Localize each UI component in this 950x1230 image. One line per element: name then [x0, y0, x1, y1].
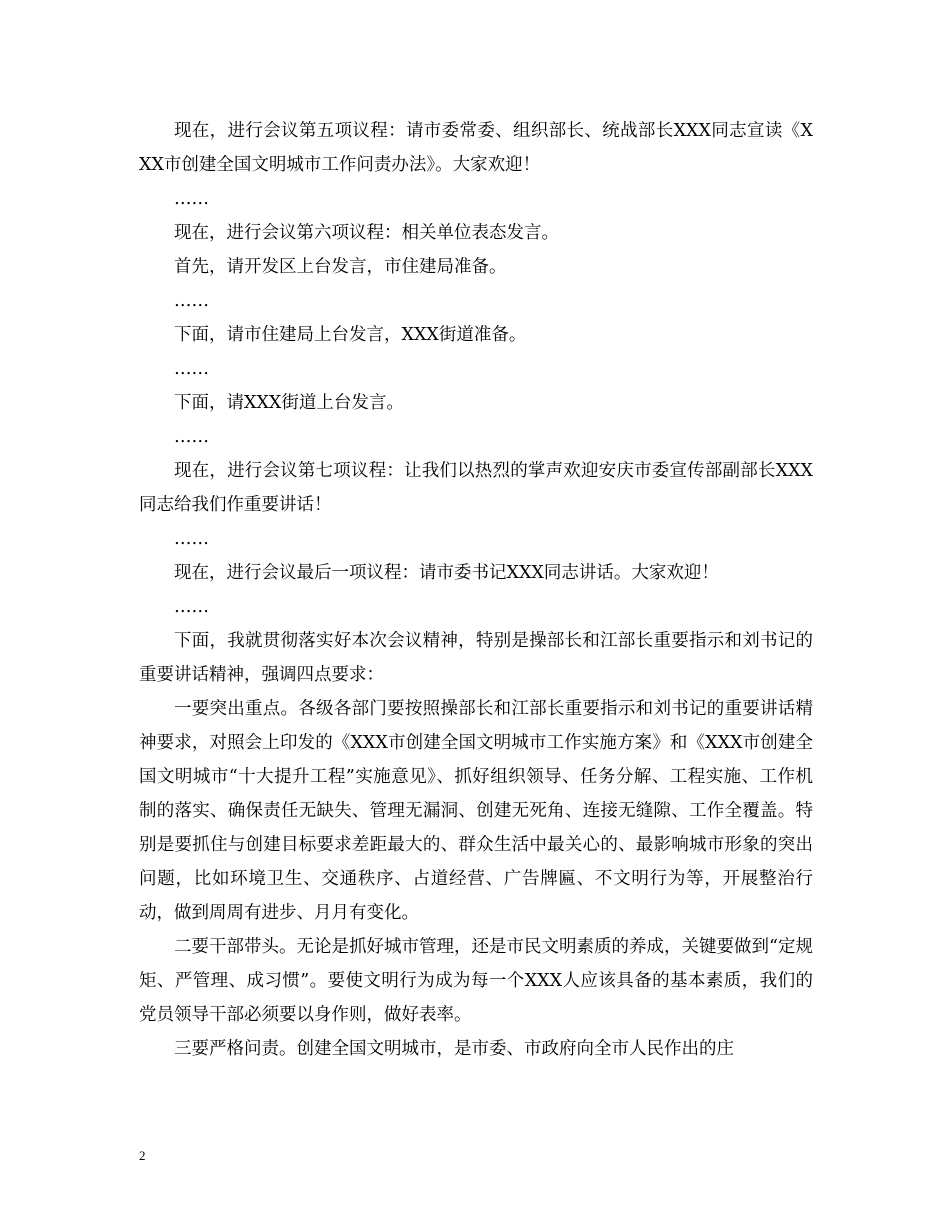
- paragraph-final-agenda: 现在，进行会议最后一项议程：请市委书记XXX同志讲话。大家欢迎！: [174, 563, 719, 583]
- paragraph-requirement-2: 二要干部带头。无论是抓好城市管理，还是市民文明素质的养成，关键要做到“定规矩、严管理、成习惯”。要使文明行为成为每一个XXX人应该具备的基本素质，我们的党员领导干部必须要以身作则，做好表率。: [139, 937, 813, 1025]
- paragraph-first-speaker: 首先，请开发区上台发言，市住建局准备。: [174, 257, 507, 277]
- paragraph-agenda-7: 现在，进行会议第七项议程：让我们以热烈的掌声欢迎安庆市委宣传部副部长XXX同志给我们作重要讲话！: [139, 461, 813, 515]
- ellipsis-line: ……: [174, 291, 209, 311]
- ellipsis-line: ……: [174, 189, 209, 209]
- ellipsis-line: ……: [174, 529, 209, 549]
- ellipsis-line: ……: [174, 597, 209, 617]
- ellipsis-line: ……: [174, 427, 209, 447]
- paragraph-four-requirements: 下面，我就贯彻落实好本次会议精神，特别是操部长和江部长重要指示和刘书记的重要讲话精神，强调四点要求：: [139, 631, 813, 685]
- paragraph-agenda-6: 现在，进行会议第六项议程：相关单位表态发言。: [174, 223, 559, 243]
- paragraph-second-speaker: 下面，请市住建局上台发言，XXX街道准备。: [174, 325, 527, 345]
- paragraph-agenda-5: 现在，进行会议第五项议程：请市委常委、组织部长、统战部长XXX同志宣读《XXX市创建全国文明城市工作问责办法》。大家欢迎！: [139, 121, 813, 175]
- paragraph-requirement-1: 一要突出重点。各级各部门要按照操部长和江部长重要指示和刘书记的重要讲话精神要求，对照会上印发的《XXX市创建全国文明城市工作实施方案》和《XXX市创建全国文明城市“十大提升工程”实施意见》、抓好组织领导、任务分解、工程实施、工作机制的落实、确保责任无缺失、管理无漏洞、创建无死角、连接无缝隙、工作全覆盖。特别是要抓住与创建目标要求差距最大的、群众生活中最关心的、最影响城市形象的突出问题，比如环境卫生、交通秩序、占道经营、广告牌匾、不文明行为等，开展整治行动，做到周周有进步、月月有变化。: [139, 699, 813, 923]
- paragraph-third-speaker: 下面，请XXX街道上台发言。: [174, 393, 404, 413]
- paragraph-requirement-3: 三要严格问责。创建全国文明城市，是市委、市政府向全市人民作出的庄: [174, 1039, 734, 1059]
- ellipsis-line: ……: [174, 359, 209, 379]
- document-body: [139, 114, 813, 1066]
- page-number: 2: [139, 1148, 146, 1163]
